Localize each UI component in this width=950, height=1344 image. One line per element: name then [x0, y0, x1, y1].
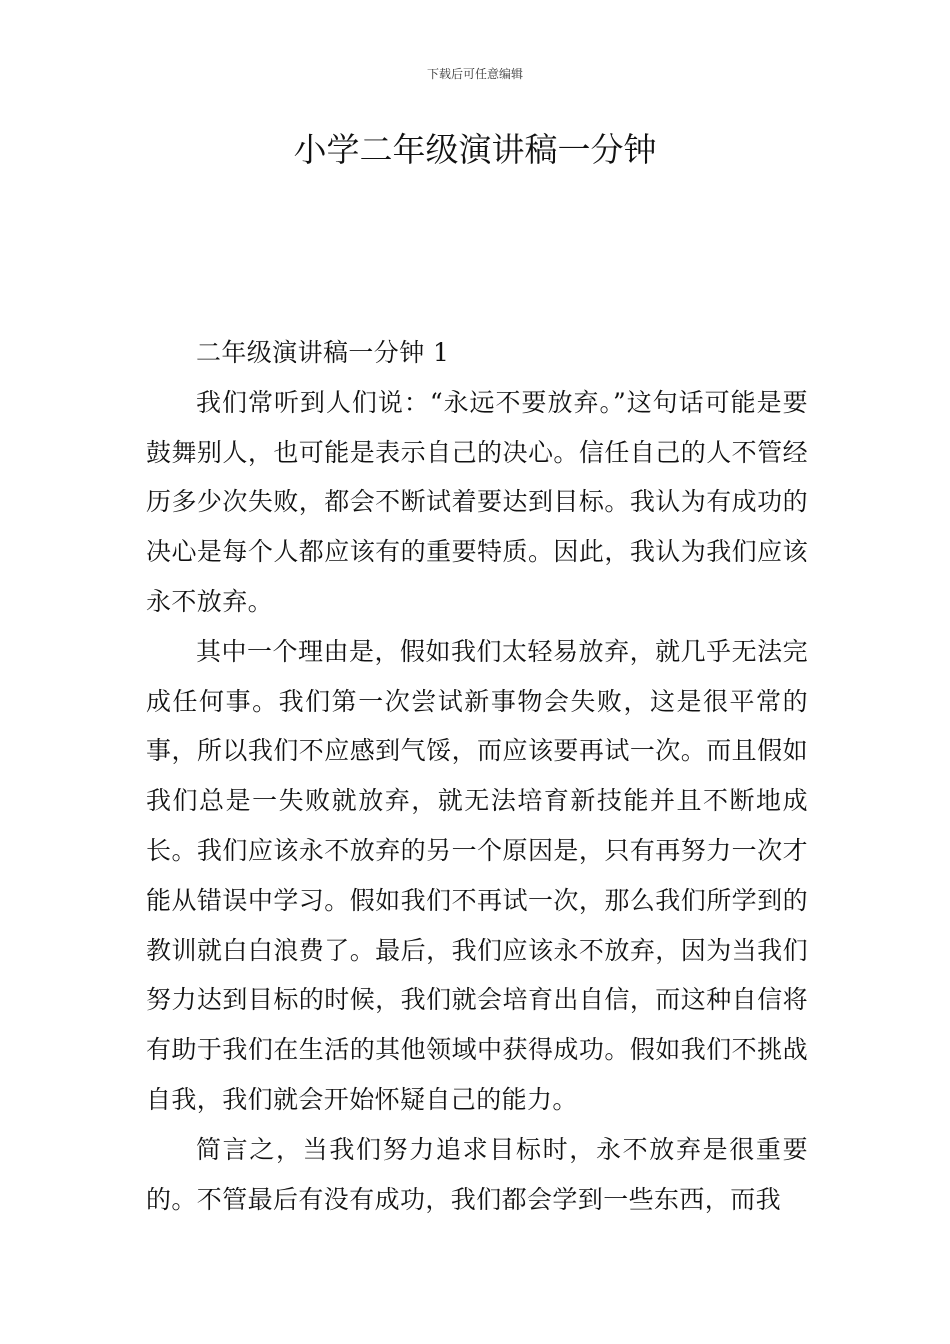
body-paragraph: 简言之，当我们努力追求目标时，永不放弃是很重要的。不管最后有没有成功，我们都会学到一些东西，而我 [146, 1134, 808, 1214]
document-body [146, 328, 808, 1224]
document-title: 小学二年级演讲稿一分钟 [293, 130, 657, 169]
section-heading: 二年级演讲稿一分钟 1 [196, 338, 450, 367]
page-header-note: 下载后可任意编辑 [426, 67, 523, 81]
body-paragraph: 其中一个理由是，假如我们太轻易放弃，就几乎无法完成任何事。我们第一次尝试新事物会失败，这是很平常的事，所以我们不应感到气馁，而应该要再试一次。而且假如我们总是一失败就放弃，就无法培育新技能并且不断地成长。我们应该永不放弃的另一个原因是，只有再努力一次才能从错误中学习。假如我们不再试一次，那么我们所学到的教训就白白浪费了。最后，我们应该永不放弃，因为当我们努力达到目标的时候，我们就会培育出自信，而这种自信将有助于我们在生活的其他领域中获得成功。假如我们不挑战自我，我们就会开始怀疑自己的能力。 [146, 636, 808, 1114]
body-paragraph: 我们常听到人们说：“永远不要放弃。”这句话可能是要鼓舞别人，也可能是表示自己的决心。信任自己的人不管经历多少次失败，都会不断试着要达到目标。我认为有成功的决心是每个人都应该有的重要特质。因此，我认为我们应该永不放弃。 [146, 387, 808, 616]
